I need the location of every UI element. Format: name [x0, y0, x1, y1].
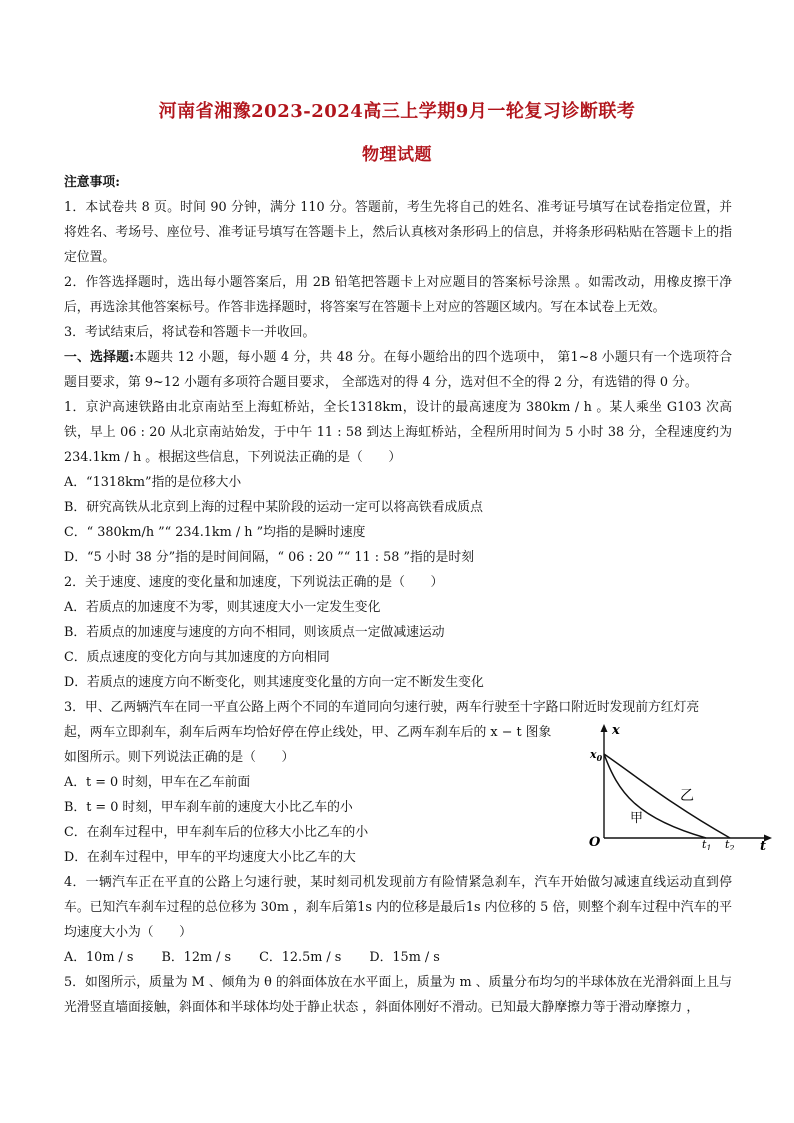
origin-label: O [589, 835, 601, 850]
question-3-stem-line1: 3．甲、乙两辆汽车在同一平直公路上两个不同的车道同向匀速行驶，两车行驶至十字路口附近时发现前方红灯亮 [64, 700, 700, 715]
question-2-option-a: A．若质点的加速度不为零，则其速度大小一定发生变化 [64, 600, 381, 615]
question-1-option-a: A．“1318km”指的是位移大小 [64, 475, 242, 490]
exam-body [64, 170, 767, 1020]
y-axis-label: x [612, 723, 620, 738]
question-3-stem-line2: 起，两车立即刹车，刹车后两车均恰好停在停止线处，甲、乙两车刹车后的 x − t 图象 [64, 725, 552, 740]
notice-heading: 注意事项: [64, 175, 120, 190]
notice-item: 1．本试卷共 8 页。时间 90 分钟，满分 110 分。答题前，考生先将自己的姓名、准考证号填写在试卷指定位置，并将姓名、考场号、座位号、准考证号填写在答题卡上，然后认真核对条形码上的信息，并将条形码粘贴在答题卡上的指定位置。 [64, 200, 732, 265]
question-1-option-b: B．研究高铁从北京到上海的过程中某阶段的运动一定可以将高铁看成质点 [64, 500, 483, 515]
t1-label-sub: 1 [706, 844, 712, 850]
curve-yi [604, 754, 730, 838]
question-2-option-b: B．若质点的加速度与速度的方向不相同，则该质点一定做减速运动 [64, 625, 445, 640]
x0-label [589, 748, 603, 763]
question-3-option-a: A．t = 0 时刻，甲车在乙车前面 [64, 775, 251, 790]
question-4-option-c: C．12.5m / s [259, 950, 342, 965]
question-1-stem: 1．京沪高速铁路由北京南站至上海虹桥站，全长1318km，设计的最高速度为 380km / h 。某人乘坐 G103 次高铁，早上 06 : 20 从北京南站始发，于中午 11 : 58 到达上海虹桥站，全程所用时间为 5 小时 38 分，全程速度约为 234.1km / h 。根据这些信息，下列说法正确的是（ ） [64, 400, 732, 465]
question-1-option-d: D．“5 小时 38 分”指的是时间间隔，“ 06 : 20 ”“ 11 : 58 ”指的是时刻 [64, 550, 474, 565]
question-4-option-b: B．12m / s [161, 950, 232, 965]
question-1-option-c: C．“ 380km/h ”“ 234.1km / h ”均指的是瞬时速度 [64, 525, 366, 540]
question-4-option-a: A．10m / s [64, 950, 134, 965]
question-4-options [64, 945, 732, 970]
question-2-stem: 2．关于速度、速度的变化量和加速度，下列说法正确的是（ ） [64, 575, 444, 590]
question-2-option-d: D．若质点的速度方向不断变化，则其速度变化量的方向一定不断发生变化 [64, 675, 484, 690]
x-axis-label: t [760, 839, 767, 850]
exam-title: 河南省湘豫2023-2024高三上学期9月一轮复习诊断联考 [158, 101, 636, 122]
curve-yi-label: 乙 [680, 788, 694, 804]
question-5-stem: 5．如图所示，质量为 M 、倾角为 θ 的斜面体放在水平面上，质量为 m 、质量分布均匀的半球体放在光滑斜面上且与光滑竖直墙面接触，斜面体和半球体均处于静止状态 ，斜面体刚好不滑动。已知最大静摩擦力等于滑动摩擦力 ， [64, 975, 732, 1015]
notice-item: 2．作答选择题时，选出每小题答案后，用 2B 铅笔把答题卡上对应题目的答案标号涂黑 。如需改动，用橡皮擦干净后，再选涂其他答案标号。作答非选择题时，将答案写在答题卡上对应的答题区域内。写在本试卷上无效。 [64, 275, 732, 315]
question-4-option-d: D．15m / s [369, 950, 440, 965]
question-3-option-b: B．t = 0 时刻，甲车刹车前的速度大小比乙车的小 [64, 800, 353, 815]
notice-item: 3．考试结束后，将试卷和答题卡一并收回。 [64, 325, 316, 340]
t2-label-sub: 2 [729, 844, 735, 850]
question-4-stem: 4．一辆汽车正在平直的公路上匀速行驶，某时刻司机发现前方有险情紧急刹车，汽车开始做匀减速直线运动直到停车。已知汽车刹车过程的总位移为 30m ，刹车后第1s 内的位移是最后1s 内位移的 5 倍，则整个刹车过程中汽车的平均速度大小为（ ） [64, 875, 732, 940]
y-axis-arrow [601, 724, 608, 732]
exam-subtitle: 物理试题 [362, 145, 432, 165]
curve-jia-label: 甲 [630, 811, 644, 826]
section-text: 本题共 12 小题，每小题 4 分，共 48 分。在每小题给出的四个选项中， 第1~8 小题只有一个选项符合题目要求，第 9~12 小题有多项符合题目要求， 全部选对的得 4 分，选对但不全的得 2 分，有选错的得 0 分。 [64, 350, 732, 390]
question-3-stem-line3: 如图所示。则下列说法正确的是（ ） [64, 750, 295, 765]
question-3-block [64, 720, 767, 870]
x0-label-sub: 0 [596, 753, 603, 763]
t2-label-main: t [725, 838, 730, 850]
x0-label-main: x [590, 748, 597, 761]
t2-label [725, 838, 735, 850]
t1-label [702, 838, 712, 850]
question-3-option-c: C．在刹车过程中，甲车刹车后的位移大小比乙车的小 [64, 825, 369, 840]
section-intro [64, 345, 732, 395]
question-2-option-c: C．质点速度的变化方向与其加速度的方向相同 [64, 650, 330, 665]
x-t-graph-figure [588, 720, 778, 850]
question-3-option-d: D．在刹车过程中，甲车的平均速度大小比乙车的大 [64, 850, 356, 865]
t1-label-main: t [702, 838, 707, 850]
section-label: 一、选择题: [64, 350, 134, 365]
